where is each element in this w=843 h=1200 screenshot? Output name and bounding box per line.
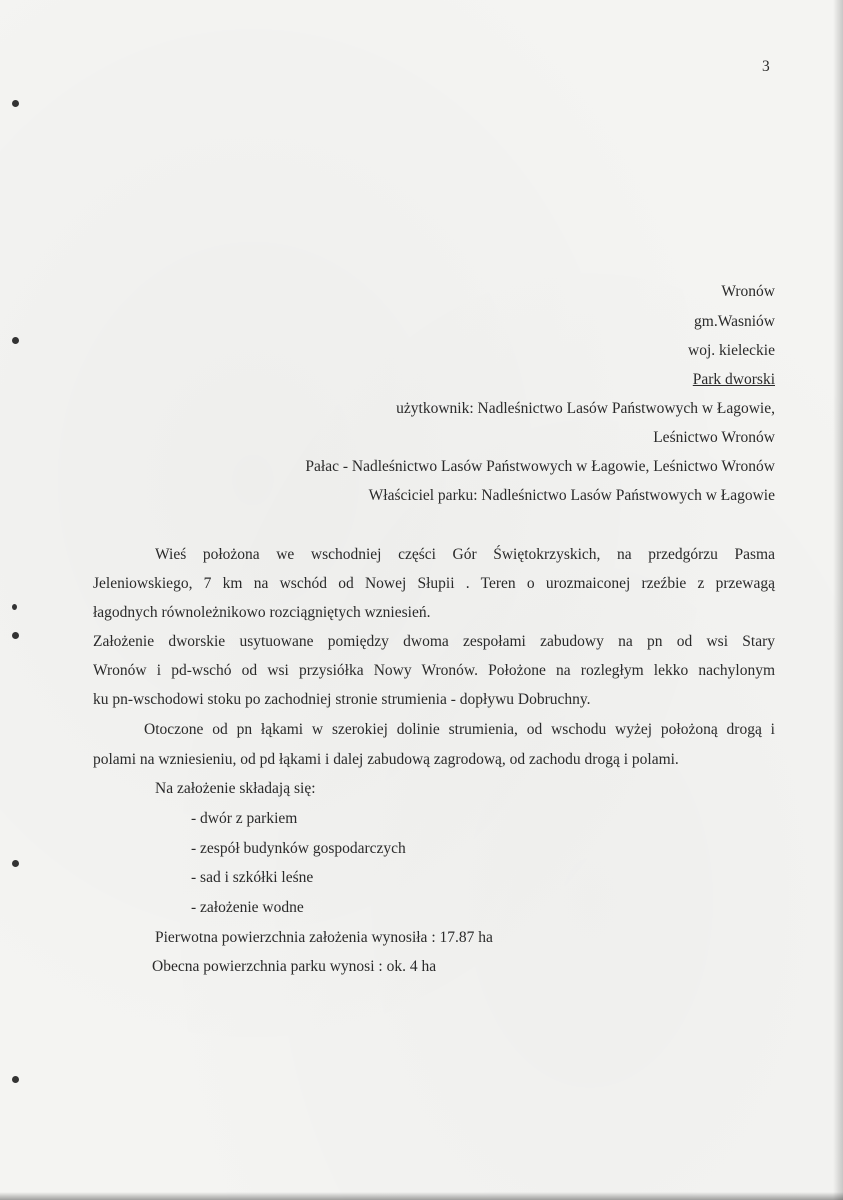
list-item: - dwór z parkiem [191,810,298,827]
original-area: Pierwotna powierzchnia założenia wynosiła : 17.87 ha [155,929,493,946]
scan-edge-shadow-bottom [0,1192,843,1200]
list-item: - zespół budynków gospodarczych [191,840,406,857]
list-item: - sad i szkółki leśne [191,869,314,886]
punch-hole-mark [12,337,19,344]
punch-hole-mark [12,632,19,639]
header-owner: Właściciel parku: Nadleśnictwo Lasów Państwowych w Łagowie [368,487,775,504]
paragraph-line: Otoczone od pn łąkami w szerokiej dolinie strumienia, od wschodu wyżej położoną drogą i [144,721,775,738]
header-user-cont: Leśnictwo Wronów [653,429,775,446]
list-intro: Na założenie składają się: [155,780,316,797]
header-commune: gm.Wasniów [694,313,775,330]
header-user: użytkownik: Nadleśnictwo Lasów Państwowych w Łagowie, [396,400,775,417]
page-number: 3 [762,58,770,75]
paragraph-line: Wieś położona we wschodniej części Gór Świętokrzyskich, na przedgórzu Pasma [155,546,775,563]
header-palace: Pałac - Nadleśnictwo Lasów Państwowych w Łagowie, Leśnictwo Wronów [305,458,775,475]
paragraph-line: ku pn-wschodowi stoku po zachodniej stronie strumienia - dopływu Dobruchny. [93,691,591,708]
punch-hole-mark [12,604,17,610]
punch-hole-mark [12,100,19,107]
header-title: Park dworski [692,371,775,388]
scan-edge-shadow-right [833,0,843,1200]
list-item: - założenie wodne [191,899,304,916]
paragraph-line: Wronów i pd-wschó od wsi przysiółka Nowy Wronów. Położone na rozległym lekko nachylonym [93,662,775,679]
paragraph-line: Założenie dworskie usytuowane pomiędzy dwoma zespołami zabudowy na pn od wsi Stary [93,633,775,650]
current-area: Obecna powierzchnia parku wynosi : ok. 4 ha [152,958,437,975]
paragraph-line: Jeleniowskiego, 7 km na wschód od Nowej Słupii . Teren o urozmaiconej rzeźbie z przewagą [93,575,775,592]
punch-hole-mark [12,1076,19,1083]
paragraph-line: polami na wzniesieniu, od pd łąkami i dalej zabudową zagrodową, od zachodu drogą i polami. [93,751,679,768]
paragraph-line: łagodnych równoleżnikowo rozciągniętych wzniesień. [93,604,431,621]
header-place: Wronów [721,283,775,300]
header-voivodeship: woj. kieleckie [688,342,775,359]
punch-hole-mark [12,860,19,867]
